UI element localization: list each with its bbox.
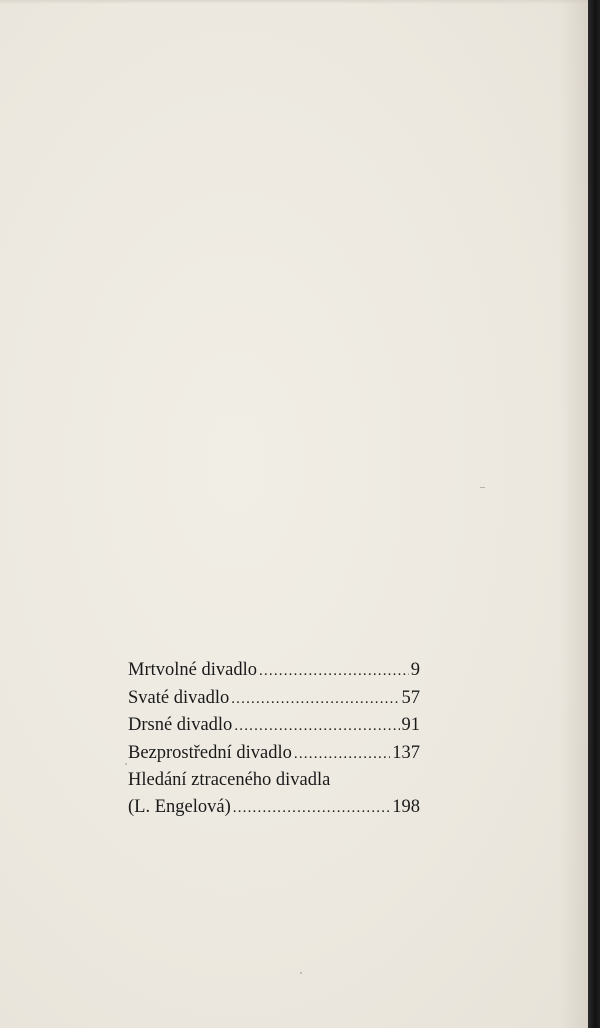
toc-entry [128,794,420,822]
toc-entry [128,740,420,768]
page-top-edge [0,0,588,4]
toc-entry-title: Svaté divadlo [128,687,230,708]
toc-entry-page: 91 [401,715,420,735]
paper-speck [125,763,127,765]
toc-entry-title: Hledání ztraceného divadla [128,770,331,790]
gutter-shadow [560,0,588,1028]
paper-speck [300,972,302,974]
toc-entry [128,685,420,713]
toc-dot-leader [234,713,399,740]
toc-entry-page: 137 [392,742,420,763]
paper-speck [480,487,485,488]
toc-entry-title: Drsné divadlo [128,715,233,735]
toc-dot-leader [294,741,390,768]
toc-dot-leader [259,658,409,685]
toc-dot-leader [233,795,391,822]
toc-entry [128,712,420,740]
toc-entry-title: Mrtvolné divadlo [128,660,257,680]
toc-dot-leader [231,686,399,713]
toc-entry-title: Bezprostřední divadlo [128,742,292,763]
toc-entry-page: 9 [410,660,420,680]
toc-entry [128,657,420,685]
table-of-contents [128,657,420,821]
book-binding-edge [588,0,600,1028]
toc-entry-title: (L. Engelová) [128,796,231,817]
toc-entry-page: 198 [392,796,420,817]
toc-entry-page: 57 [401,687,420,708]
toc-entry [128,767,420,794]
